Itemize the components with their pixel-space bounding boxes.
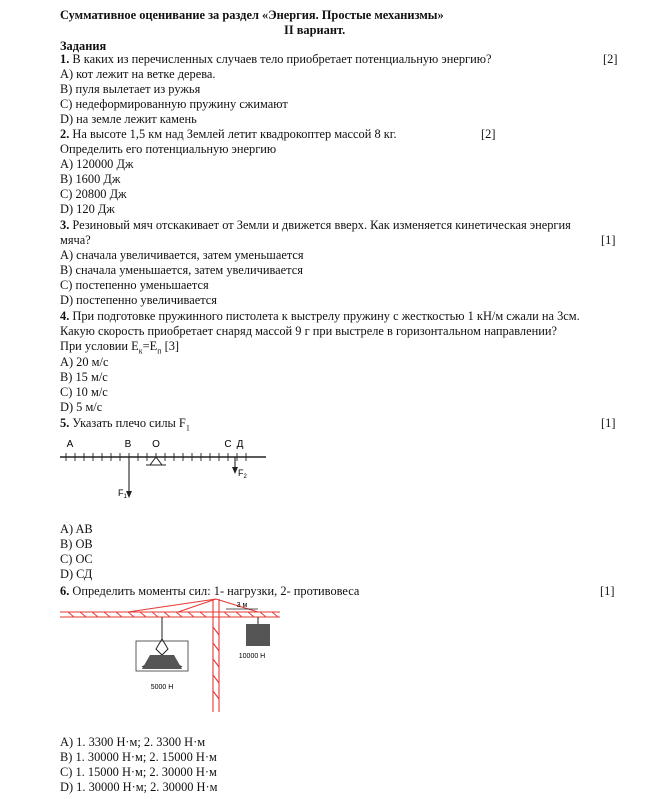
force-f2-label: $F_2$ [238,468,247,480]
label-b: B [124,439,132,450]
q6-option-d[interactable]: D) 1. 30000 Н·м; 2. 30000 Н·м [60,780,218,794]
q4-sub-p: п [157,346,162,356]
q5-option-b[interactable]: B) OB [60,537,93,551]
label-a: A [66,439,74,450]
q4-option-c[interactable]: C) 10 м/с [60,385,108,399]
q4-number: 4. [60,309,70,323]
q2-text-2: Определить его потенциальную энергию [60,142,277,156]
q5-option-d[interactable]: D) СД [60,567,93,581]
q1-option-a[interactable]: A) кот лежит на ветке дерева. [60,67,216,81]
q4-option-d[interactable]: D) 5 м/с [60,400,103,414]
q3-text-2: мяча? [60,233,91,247]
q1-points: [2] [603,52,618,66]
label-o: O [152,439,160,450]
fulcrum-triangle [150,457,162,465]
q6-option-a[interactable]: A) 1. 3300 Н·м; 2. 3300 Н·м [60,735,206,749]
q2-number: 2. [60,127,70,141]
force-f1-label: $F_1$ [118,488,127,500]
q2-option-a[interactable]: A) 120000 Дж [60,157,134,171]
q1-question [60,52,492,67]
q6-number: 6. [60,584,70,598]
q1-option-c[interactable]: C) недеформированную пружину сжимают [60,97,288,111]
counterweight [246,624,270,646]
q2-points: [2] [481,127,496,141]
variant-label: II вариант. [284,23,346,37]
q1-number: 1. [60,52,70,66]
q4-option-b[interactable]: B) 15 м/с [60,370,108,384]
left-load-label: 5000 Н [150,684,174,691]
q5-text: Указать плечо силы F [72,416,186,430]
q2-text: На высоте 1,5 км над Землей летит квадрокоптер массой 8 кг. [72,127,397,141]
crane-tower [213,599,219,712]
q6-text: Определить моменты сил: 1- нагрузки, 2- противовеса [72,584,360,598]
crane-diagram [58,597,298,715]
left-hook [156,639,168,655]
q6-points: [1] [600,584,615,598]
dim-label: 3 м [236,602,248,609]
q3-option-a[interactable]: A) сначала увеличивается, затем уменьшается [60,248,304,262]
q3-option-b[interactable]: B) сначала уменьшается, затем увеличивается [60,263,303,277]
q4-question [60,309,580,324]
q5-number: 5. [60,416,70,430]
q5-points: [1] [601,416,616,430]
q4-condition: При условии $E_к=E_п$ [3] [60,339,180,356]
q6-option-c[interactable]: C) 1. 15000 Н·м; 2. 30000 Н·м [60,765,217,779]
q6-option-b[interactable]: B) 1. 30000 Н·м; 2. 15000 Н·м [60,750,217,764]
q3-option-c[interactable]: C) постепенно уменьшается [60,278,209,292]
q4-text: При подготовке пружинного пистолета к выстрелу пружину с жесткостью 1 кН/м сжали на 3см. [72,309,580,323]
q3-question [60,218,571,233]
label-d: Д [236,439,244,450]
q4-points: [3] [161,339,180,353]
q5-option-c[interactable]: C) OC [60,552,93,566]
lever-diagram [58,432,268,504]
q5-option-a[interactable]: A) AB [60,522,93,536]
q4-option-a[interactable]: A) 20 м/с [60,355,109,369]
document-title: Суммативное оценивание за раздел «Энергия. Простые механизмы» [60,8,444,22]
label-c: C [224,439,232,450]
q2-option-c[interactable]: C) 20800 Дж [60,187,127,201]
q2-question [60,127,397,142]
q1-option-d[interactable]: D) на земле лежит камень [60,112,197,126]
q3-number: 3. [60,218,70,232]
q1-text: В каких из перечисленных случаев тело приобретает потенциальную энергию? [72,52,492,66]
q3-points: [1] [601,233,616,247]
left-load [142,655,182,669]
force-f1-arrowhead [126,491,132,498]
q4-sub-k: к [138,346,143,356]
q4-text-2: Какую скорость приобретает снаряд массой 9 г при выстреле в горизонтальном направлении? [60,324,558,338]
q2-option-b[interactable]: B) 1600 Дж [60,172,121,186]
q3-text: Резиновый мяч отскакивает от Земли и движется вверх. Как изменяется кинетическая энергия [72,218,571,232]
q2-option-d[interactable]: D) 120 Дж [60,202,115,216]
right-load-label: 10000 Н [238,653,266,660]
tasks-heading: Задания [60,39,107,53]
q1-option-b[interactable]: B) пуля вылетает из ружья [60,82,201,96]
q5-sub: 1 [185,423,190,433]
q3-option-d[interactable]: D) постепенно увеличивается [60,293,218,307]
